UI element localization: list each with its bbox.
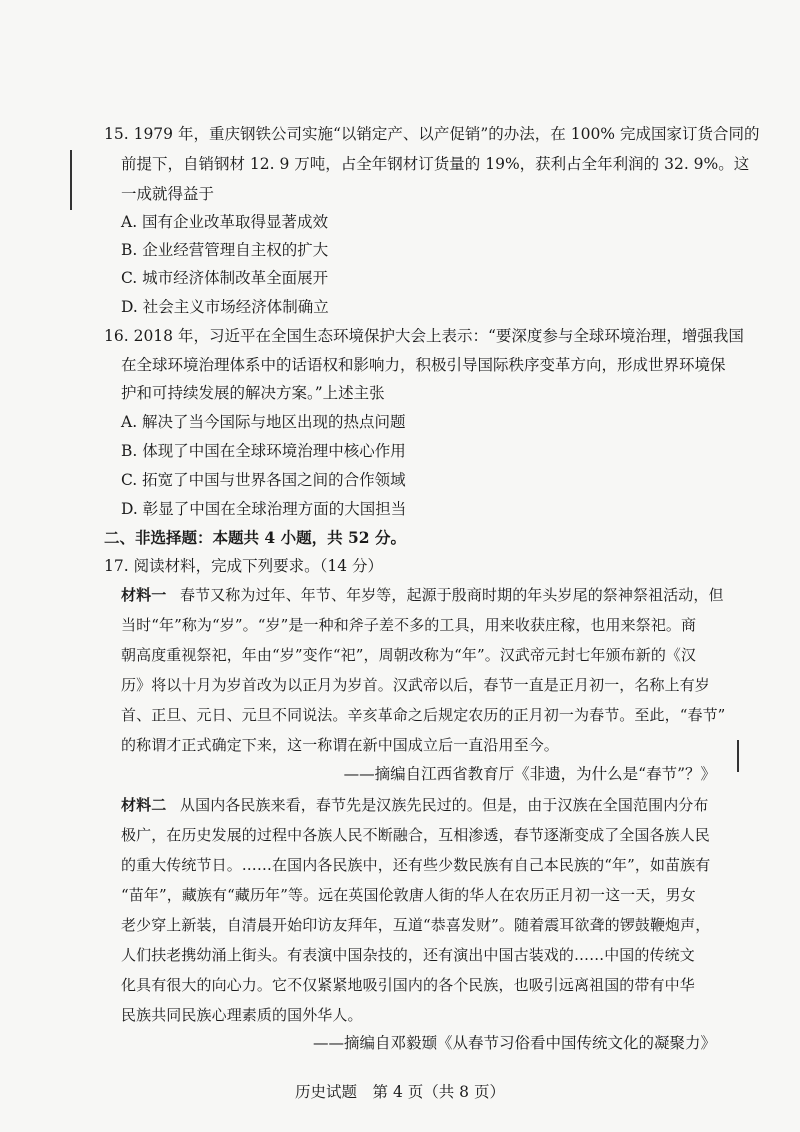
material-2-line: 老少穿上新装，自清晨开始印访友拜年，互道“恭喜发财”。随着震耳欲聋的锣鼓鞭炮声， <box>121 916 711 934</box>
material-1-line: 首、正旦、元日、元旦不同说法。辛亥革命之后规定农历的正月初一为春节。至此，“春节” <box>121 706 726 724</box>
q16-option-a: A. 解决了当今国际与地区出现的热点问题 <box>121 413 406 431</box>
material-2-line: 的重大传统节日。……在国内各民族中，还有些少数民族有自己本民族的“年”，如苗族有 <box>121 856 711 874</box>
q16-option-c: C. 拓宽了中国与世界各国之间的合作领域 <box>121 471 406 489</box>
q16-option-d: D. 彰显了中国在全球治理方面的大国担当 <box>121 500 407 518</box>
material-1-line: 朝高度重视祭祀，年由“岁”变作“祀”，周朝改称为“年”。汉武帝元封七年颁布新的《汉 <box>121 646 697 664</box>
q16-line-1: 16. 2018 年，习近平在全国生态环境保护大会上表示：“要深度参与全球环境治理，增强我国 <box>104 327 744 345</box>
q15-option-a: A. 国有企业改革取得显著成效 <box>121 213 329 231</box>
material-1-line: 历》将以十月为岁首改为以正月为岁首。汉武帝以后，春节一直是正月初一，名称上有岁 <box>121 676 710 694</box>
material-2-line: 从国内各民族来看，春节先是汉族先民过的。但是，由于汉族在全国范围内分布 <box>180 796 709 814</box>
material-2-line: 人们扶老携幼涌上街头。有表演中国杂技的，还有演出中国古装戏的……中国的传统文 <box>121 946 695 964</box>
q15-line-2: 前提下，自销钢材 12. 9 万吨，占全年钢材订货量的 19%，获利占全年利润的 32. 9%。这 <box>121 155 750 173</box>
material-2-line: 民族共同民族心理素质的国外华人。 <box>121 1006 363 1024</box>
q16-line-2: 在全球环境治理体系中的话语权和影响力，积极引导国际秩序变革方向，形成世界环境保 <box>121 356 726 374</box>
material-1-line: 的称谓才正式确定下来，这一称谓在新中国成立后一直沿用至今。 <box>121 736 559 754</box>
q15-option-c: C. 城市经济体制改革全面展开 <box>121 269 329 287</box>
page-footer: 历史试题 第 4 页（共 8 页） <box>295 1083 505 1101</box>
q16-option-b: B. 体现了中国在全球环境治理中核心作用 <box>121 442 406 460</box>
material-1-source: ——摘编自江西省教育厅《非遗，为什么是“春节”？》 <box>343 765 716 783</box>
material-2-line: 化具有很大的向心力。它不仅紧紧地吸引国内的各个民族，也吸引远离祖国的带有中华 <box>121 976 695 994</box>
q17-stem: 17. 阅读材料，完成下列要求。（14 分） <box>104 557 383 575</box>
material-1-line: 春节又称为过年、年节、年岁等，起源于殷商时期的年头岁尾的祭神祭祖活动，但 <box>180 586 724 604</box>
material-1-label: 材料一 <box>121 586 167 604</box>
margin-line <box>70 150 72 210</box>
q15-option-d: D. 社会主义市场经济体制确立 <box>121 298 329 316</box>
material-2-label: 材料二 <box>121 796 167 814</box>
material-2-line: “苗年”，藏族有“藏历年”等。远在英国伦敦唐人街的华人在农历正月初一这一天，男女 <box>121 886 696 904</box>
q16-line-3: 护和可持续发展的解决方案。”上述主张 <box>121 384 385 402</box>
q15-line-1: 15. 1979 年，重庆钢铁公司实施“以销定产、以产促销”的办法，在 100% 完成国家订货合同的 <box>104 125 760 143</box>
material-1-line: 当时“年”称为“岁”。“岁”是一种和斧子差不多的工具，用来收获庄稼，也用来祭祀。商 <box>121 616 697 634</box>
q15-option-b: B. 企业经营管理自主权的扩大 <box>121 241 329 259</box>
material-2-source: ——摘编自邓毅颋《从春节习俗看中国传统文化的凝聚力》 <box>312 1034 716 1052</box>
margin-mark <box>737 740 739 772</box>
section-heading: 二、非选择题：本题共 4 小题，共 52 分。 <box>104 528 406 547</box>
q15-line-3: 一成就得益于 <box>121 185 215 203</box>
material-2-line: 极广，在历史发展的过程中各族人民不断融合，互相渗透，春节逐渐变成了全国各族人民 <box>121 826 710 844</box>
